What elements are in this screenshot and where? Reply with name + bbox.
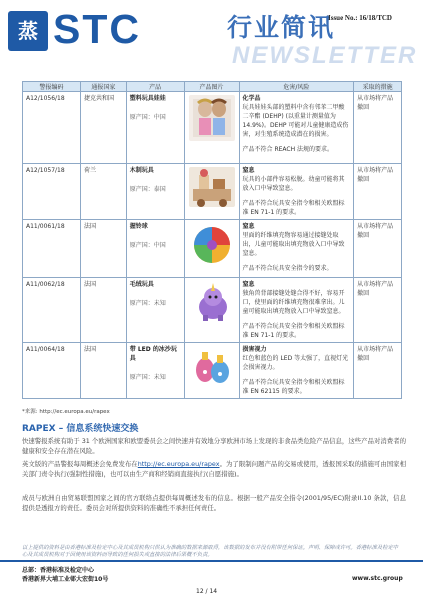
product-image-cell xyxy=(184,278,239,343)
product-name: 木制玩具 xyxy=(129,167,154,174)
newsletter-header xyxy=(0,0,423,78)
table-row xyxy=(23,343,402,399)
paragraph-text: 英文版的产品警报每周概述会免费发布在 xyxy=(22,460,138,468)
measure: 从市场将产品撤回 xyxy=(354,343,402,399)
stc-logo-icon xyxy=(8,11,48,51)
product-image-cell xyxy=(184,92,239,164)
risk-compliance-note: 产品不符合 REACH 法规的要求。 xyxy=(242,146,334,153)
table-row xyxy=(23,164,402,220)
doll-image xyxy=(189,95,235,141)
led-slush-toy-image xyxy=(189,346,235,390)
rapex-alert-table xyxy=(22,81,402,399)
table-row xyxy=(23,220,402,278)
product-image-cell xyxy=(184,343,239,399)
paragraph-intro: 快速警报系统有助于 31 个欧洲国家和欧盟委员会之间快速并有效地分享欧洲市场上发现的非食品类危险产品信息，这些产品对消费者的健康和安全存在潜在风险。 xyxy=(22,437,406,455)
product-cell xyxy=(126,220,184,278)
page-number: 12 / 14 xyxy=(196,588,218,595)
risk-compliance-note: 产品不符合玩具安全指令和相关欧盟标准 EN 71-1 的要求。 xyxy=(242,323,345,339)
logo-glyph: 蒸 xyxy=(18,19,38,43)
risk-cell xyxy=(239,164,354,220)
table-row xyxy=(23,92,402,164)
product-origin: 原产国：中国 xyxy=(129,114,166,121)
rattle-ball-image xyxy=(189,223,235,267)
risk-description: 红色和蓝色的 LED 等太强了，直视灯光会损害视力。 xyxy=(242,355,349,371)
risk-compliance-note: 产品不符合玩具安全指令的要求。 xyxy=(242,265,333,272)
col-header-product: 产品 xyxy=(126,82,184,92)
risk-category: 窒息 xyxy=(242,167,255,174)
product-name: 毛绒玩具 xyxy=(129,281,154,288)
col-header-alert-no: 警报编码 xyxy=(23,82,81,92)
alert-no: A12/1056/18 xyxy=(23,92,81,164)
risk-category: 窒息 xyxy=(242,223,255,230)
risk-category: 化学品 xyxy=(242,95,261,102)
product-origin: 原产国：未知 xyxy=(129,300,166,307)
risk-category: 窒息 xyxy=(242,281,255,288)
table-row xyxy=(23,278,402,343)
paragraph-weekly-overview xyxy=(22,459,406,479)
logo-text: STC xyxy=(53,6,141,52)
col-header-image: 产品图片 xyxy=(184,82,239,92)
country: 荷兰 xyxy=(80,164,126,220)
measure: 从市场将产品撤回 xyxy=(354,278,402,343)
newsletter-title-cn: 行业简讯 xyxy=(227,13,336,42)
newsletter-title-en: NEWSLETTER xyxy=(232,42,418,69)
product-image-cell xyxy=(184,164,239,220)
country: 捷克共和国 xyxy=(80,92,126,164)
product-name: 握铃球 xyxy=(129,223,148,230)
source-note: *来源: http://ec.europa.eu/rapex xyxy=(22,409,110,415)
risk-cell xyxy=(239,220,354,278)
section-title: RAPEX – 信息系统快速交换 xyxy=(22,424,139,434)
col-header-country: 通报国家 xyxy=(80,82,126,92)
alert-no: A11/0064/18 xyxy=(23,343,81,399)
risk-compliance-note: 产品不符合玩具安全指令和相关欧盟标准 EN 62115 的要求。 xyxy=(242,379,345,395)
measure: 从市场将产品撤回 xyxy=(354,220,402,278)
unicorn-plush-image xyxy=(189,281,235,325)
paragraph-contact-points: 成员与欧洲自由贸易联盟国家之间的官方联络点提供每周概述发布的信息。根据一般产品安全指令(2001/95/EC)附录II.10 条款，信息提供是透报方的责任。委员会对所提供资料的准确性不承担任何责任。 xyxy=(22,494,406,512)
risk-category: 损害视力 xyxy=(242,346,267,353)
col-header-measure: 采取的措施 xyxy=(354,82,402,92)
alert-no: A11/0062/18 xyxy=(23,278,81,343)
product-image-cell xyxy=(184,220,239,278)
product-cell xyxy=(126,343,184,399)
table-header-row xyxy=(23,82,402,92)
wooden-toy-image xyxy=(189,167,235,207)
measure: 从市场将产品撤回 xyxy=(354,92,402,164)
product-origin: 原产国：泰国 xyxy=(129,186,166,193)
risk-description: 玩具娃娃头部的塑料中含有邻苯二甲酸二辛酯 (DEHP) (以重量计测量值为14.9%)。DEHP 可能对儿童健康造成伤害，对生殖系统造成潜在的损害。 xyxy=(242,104,349,138)
product-name: 带 LED 的冰沙玩具 xyxy=(129,346,177,362)
country: 法国 xyxy=(80,220,126,278)
country: 法国 xyxy=(80,278,126,343)
paragraph-text: 。为了限制问题产品的交易或使用，透报国采取的措施可由国家相关部门责令执行(强制性措施)，也可以由生产商和经销商直接执行(自愿措施)。 xyxy=(22,460,407,478)
risk-cell xyxy=(239,92,354,164)
col-header-risk: 危害/风险 xyxy=(239,82,354,92)
risk-description: 里面的纤维填充物容易通过接缝处取出，儿童可能取出填充物放入口中导致窒息。 xyxy=(242,232,345,257)
country: 法国 xyxy=(80,343,126,399)
issue-number: Issue No.: 16/18/TCD xyxy=(328,14,392,22)
footer-divider xyxy=(0,560,423,562)
product-origin: 原产国：中国 xyxy=(129,242,166,249)
risk-description: 玩具的小部件容易松脱。幼童可能将其放入口中导致窒息。 xyxy=(242,176,345,192)
risk-compliance-note: 产品不符合玩具安全指令和相关欧盟标准 EN 71-1 的要求。 xyxy=(242,200,345,216)
product-origin: 原产国：未知 xyxy=(129,374,166,381)
product-cell xyxy=(126,164,184,220)
risk-cell xyxy=(239,343,354,399)
footer-address xyxy=(22,566,108,584)
measure: 从市场将产品撤回 xyxy=(354,164,402,220)
disclaimer: 以上提供的资料是由香港标准及检定中心及其成员机构只供认为准确的数据来源取得，该数据的发布并没有附带任何保证。声明、保障或许可。香港标准及检定中心及其成员机构对于因使用该资料而导致的任何损失或直接的法律后果概不负责。 xyxy=(22,545,399,558)
rapex-link[interactable]: http://ec.europa.eu/rapex xyxy=(137,460,220,468)
product-cell xyxy=(126,278,184,343)
footer-website[interactable]: www.stc.group xyxy=(352,575,403,582)
footer-hq: 总部：香港标准及检定中心 xyxy=(22,567,95,574)
product-cell xyxy=(126,92,184,164)
risk-cell xyxy=(239,278,354,343)
alert-no: A12/1057/18 xyxy=(23,164,81,220)
footer-address-line: 香港新界大埔工业邨大宏街10号 xyxy=(22,576,109,583)
product-name: 塑料玩具娃娃 xyxy=(129,95,166,102)
risk-description: 独角兽背部接缝处缝合得不好，容易开口，使里面的纤维填充物很难拿出。儿童可能取出填充物放入口中导致窒息。 xyxy=(242,290,345,315)
alert-no: A11/0061/18 xyxy=(23,220,81,278)
